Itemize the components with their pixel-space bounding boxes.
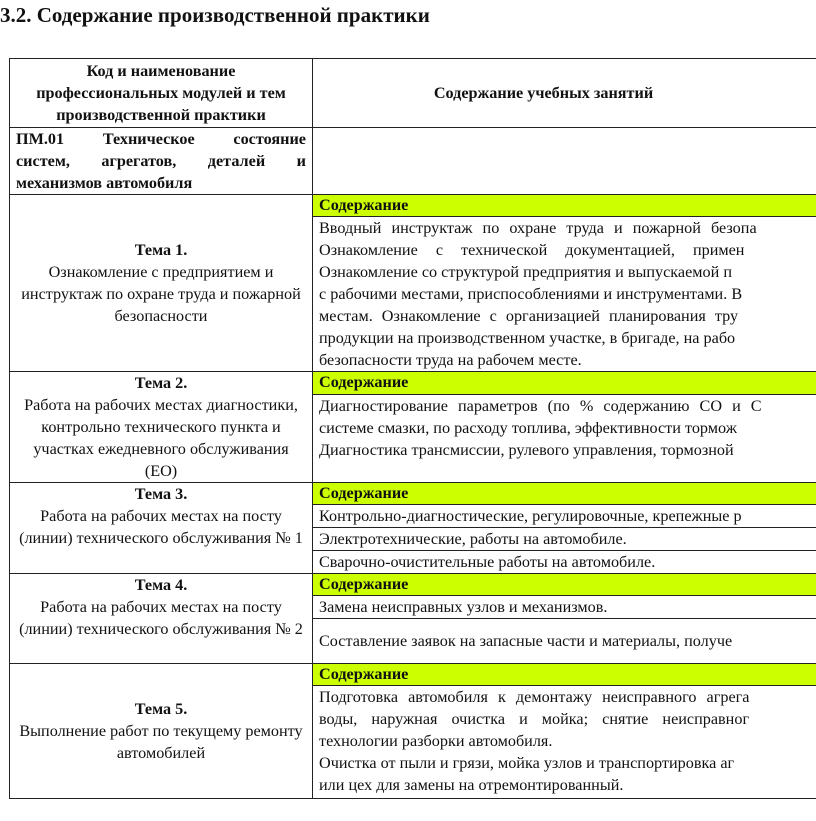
topic-name: Тема 5. bbox=[134, 700, 188, 718]
topic-cell bbox=[10, 195, 313, 372]
topic-cell bbox=[10, 664, 313, 799]
topic-cell bbox=[10, 574, 313, 664]
practice-table bbox=[9, 58, 816, 799]
topic-description: Работа на рабочих местах диагностики, контрольно технического пункта и участках ежедневного обслуживания (ЕО) bbox=[24, 396, 298, 480]
content-line: местам. Ознакомление с организацией планирования тру bbox=[319, 307, 739, 325]
content-line: системе смазки, по расходу топлива, эффективности тормож bbox=[319, 418, 737, 437]
topic-content bbox=[313, 394, 816, 482]
topic-description: Ознакомление с предприятием и инструктаж по охране труда и пожарной безопасности bbox=[21, 263, 301, 325]
topic-name: Тема 4. bbox=[134, 576, 188, 594]
content-label: Содержание bbox=[313, 574, 816, 596]
topic-description: Работа на рабочих местах на посту (линии) технического обслуживания № 2 bbox=[19, 598, 303, 638]
content-label: Содержание bbox=[313, 483, 816, 505]
content-line: с рабочими местами, приспособлениями и инструментами. В bbox=[319, 285, 743, 303]
header-col-modules: Код и наименование профессиональных модулей и тем производственной практики bbox=[10, 59, 313, 128]
header-col-content: Содержание учебных занятий bbox=[313, 59, 816, 128]
table-header-row bbox=[10, 59, 816, 128]
content-line: Ознакомление с технической документацией, примен bbox=[319, 241, 745, 259]
topic-content bbox=[313, 217, 816, 372]
content-line: Замена неисправных узлов и механизмов. bbox=[313, 596, 816, 619]
content-line: Электротехнические, работы на автомобиле. bbox=[313, 528, 816, 551]
topic-row bbox=[10, 372, 816, 395]
content-line: Составление заявок на запасные части и материалы, получе bbox=[313, 619, 816, 664]
topic-name: Тема 1. bbox=[134, 241, 188, 259]
content-line: или цех для замены на отремонтированный. bbox=[319, 776, 624, 794]
module-row bbox=[10, 128, 816, 195]
module-title-line: систем, агрегатов, деталей и bbox=[16, 152, 306, 170]
topic-row bbox=[10, 664, 816, 686]
topic-name: Тема 3. bbox=[134, 485, 188, 503]
topic-row bbox=[10, 195, 816, 217]
topic-name: Тема 2. bbox=[134, 374, 188, 392]
topic-row bbox=[10, 574, 816, 596]
topic-description: Выполнение работ по текущему ремонту автомобилей bbox=[19, 722, 303, 762]
content-line: Диагностирование параметров (по % содержанию СО и С bbox=[319, 396, 762, 415]
content-line: Очистка от пыли и грязи, мойка узлов и транспортировка аг bbox=[319, 754, 735, 772]
content-label: Содержание bbox=[313, 372, 816, 395]
content-line: продукции на производственном участке, в бригаде, на рабо bbox=[319, 329, 736, 347]
content-line: Ознакомление со структурой предприятия и выпускаемой п bbox=[319, 263, 733, 281]
content-line: безопасности труда на рабочем месте. bbox=[319, 351, 582, 369]
content-line: воды, наружная очистка и мойка; снятие неисправног bbox=[319, 710, 750, 728]
topic-description: Работа на рабочих местах на посту (линии) технического обслуживания № 1 bbox=[19, 507, 303, 547]
topic-cell bbox=[10, 372, 313, 483]
content-line: Вводный инструктаж по охране труда и пожарной безопа bbox=[319, 219, 757, 237]
content-line: технологии разборки автомобиля. bbox=[319, 732, 553, 750]
module-title-line: ПМ.01 Техническое состояние bbox=[16, 130, 306, 148]
content-label: Содержание bbox=[313, 664, 816, 686]
content-line: Подготовка автомобиля к демонтажу неисправного агрега bbox=[319, 688, 750, 706]
content-line: Сварочно-очистительные работы на автомобиле. bbox=[313, 551, 816, 574]
module-title bbox=[10, 128, 313, 195]
content-line: Контрольно-диагностические, регулировочные, крепежные р bbox=[313, 505, 816, 528]
module-title-line: механизмов автомобиля bbox=[16, 174, 193, 192]
content-line: Диагностика трансмиссии, рулевого управления, тормозной bbox=[319, 440, 734, 459]
topic-content bbox=[313, 686, 816, 799]
topic-row bbox=[10, 483, 816, 505]
page-title: 3.2. Содержание производственной практики bbox=[0, 3, 430, 27]
content-label: Содержание bbox=[313, 195, 816, 217]
module-content-empty bbox=[313, 128, 816, 195]
topic-cell bbox=[10, 483, 313, 574]
